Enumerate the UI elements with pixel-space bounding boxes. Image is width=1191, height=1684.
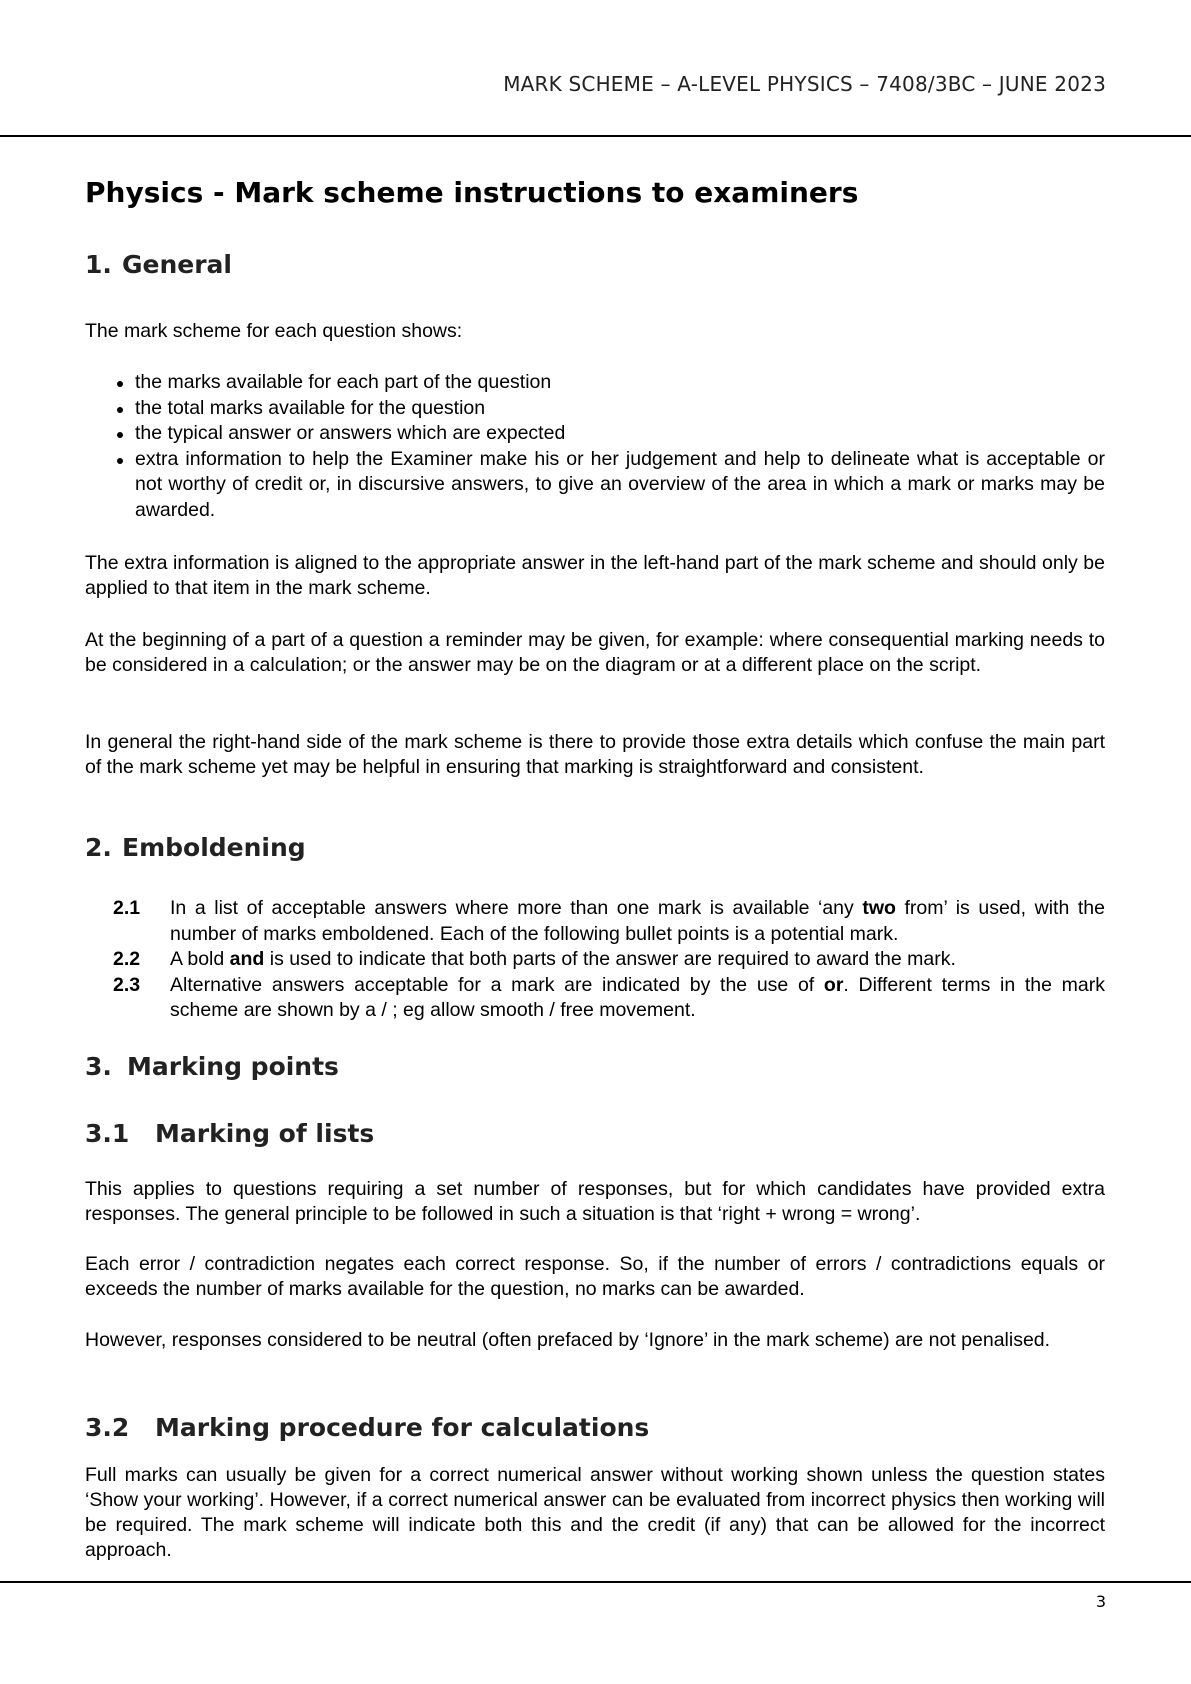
marking-lists-paragraph-2: Each error / contradiction negates each correct response. So, if the number of errors / contradictions equals or exceeds the number of marks available for the question, no marks can be awarded.	[85, 1253, 1105, 1300]
item-number: 2.2	[113, 948, 141, 970]
section-emboldening-heading	[85, 833, 306, 862]
section-number: 3.	[85, 1052, 112, 1081]
section-title: Marking of lists	[155, 1119, 375, 1148]
item-bold-text: and	[229, 948, 265, 970]
general-paragraph-2: At the beginning of a part of a question a reminder may be given, for example: where consequential marking needs to be considered in a calculation; or the answer may be on the diagram or at a different place on the script.	[85, 629, 1105, 676]
list-item	[85, 973, 1105, 1024]
bullet-icon	[117, 432, 123, 438]
general-intro: The mark scheme for each question shows:	[85, 320, 463, 342]
general-paragraph-3: In general the right-hand side of the mark scheme is there to provide those extra details which confuse the main part of the mark scheme yet may be helpful in ensuring that marking is straightforward and consistent.	[85, 731, 1105, 778]
section-number: 2.	[85, 833, 112, 862]
marking-lists-paragraph-3: However, responses considered to be neutral (often prefaced by ‘Ignore’ in the mark scheme) are not penalised.	[85, 1329, 1051, 1351]
section-title: General	[122, 250, 232, 279]
list-item-text: the marks available for each part of the question	[135, 371, 552, 393]
list-item	[85, 396, 1105, 422]
section-marking-points-heading	[85, 1052, 339, 1081]
page-title: Physics - Mark scheme instructions to examiners	[85, 176, 859, 209]
section-title: Marking points	[127, 1052, 339, 1081]
item-text: Alternative answers acceptable for a mark are indicated by the use of	[170, 973, 824, 996]
section-marking-lists-heading	[85, 1119, 374, 1148]
item-number: 2.1	[113, 897, 141, 919]
section-number: 3.2	[85, 1413, 130, 1442]
running-header: MARK SCHEME – A-LEVEL PHYSICS – 7408/3BC – JUNE 2023	[503, 72, 1106, 96]
section-title: Marking procedure for calculations	[155, 1413, 650, 1442]
calculations-paragraph-1: Full marks can usually be given for a correct numerical answer without working shown unless the question states ‘Show your working’. However, if a correct numerical answer can be evaluated from incorrect physics then working will be required. The mark scheme will indicate both this and the credit (if any) that can be allowed for the incorrect approach.	[85, 1464, 1105, 1561]
emboldening-list	[85, 896, 1105, 1024]
marking-lists-paragraph-1: This applies to questions requiring a set number of responses, but for which candidates have provided extra responses. The general principle to be followed in such a situation is that ‘right + wrong = wrong’.	[85, 1178, 1105, 1225]
item-bold-text: or	[823, 973, 844, 996]
footer-rule	[0, 1581, 1191, 1583]
general-bullet-list	[85, 370, 1105, 523]
item-text: A bold	[170, 948, 230, 970]
item-bold-text: two	[862, 897, 896, 919]
list-item	[85, 447, 1105, 524]
page-number: 3	[1095, 1592, 1106, 1611]
item-text: . Different terms in the mark scheme are shown by a / ; eg allow smooth / free movement.	[170, 973, 1105, 1021]
section-number: 1.	[85, 250, 112, 279]
page-content	[85, 0, 1105, 1684]
section-number: 3.1	[85, 1119, 130, 1148]
item-text: is used to indicate that both parts of the answer are required to award the mark.	[264, 948, 956, 970]
list-item-text: the typical answer or answers which are expected	[135, 422, 566, 444]
bullet-icon	[117, 458, 123, 464]
list-item-text: the total marks available for the question	[135, 396, 486, 419]
item-text: from’ is used, with the number of marks emboldened. Each of the following bullet points is a potential mark.	[170, 897, 1105, 945]
list-item	[85, 421, 1105, 447]
list-item	[85, 947, 1105, 973]
bullet-icon	[117, 381, 123, 387]
list-item	[85, 370, 1105, 396]
section-calculations-heading	[85, 1413, 649, 1442]
section-title: Emboldening	[122, 833, 306, 862]
section-general-heading	[85, 250, 232, 279]
item-text: In a list of acceptable answers where more than one mark is available ‘any	[170, 897, 863, 919]
item-number: 2.3	[113, 973, 141, 996]
list-item-text: extra information to help the Examiner make his or her judgement and help to delineate what is acceptable or not worthy of credit or, in discursive answers, to give an overview of the area in which a mark or marks may be awarded.	[135, 447, 1105, 521]
bullet-icon	[117, 407, 123, 413]
general-paragraph-1: The extra information is aligned to the appropriate answer in the left-hand part of the mark scheme and should only be applied to that item in the mark scheme.	[85, 552, 1105, 599]
list-item	[85, 896, 1105, 947]
